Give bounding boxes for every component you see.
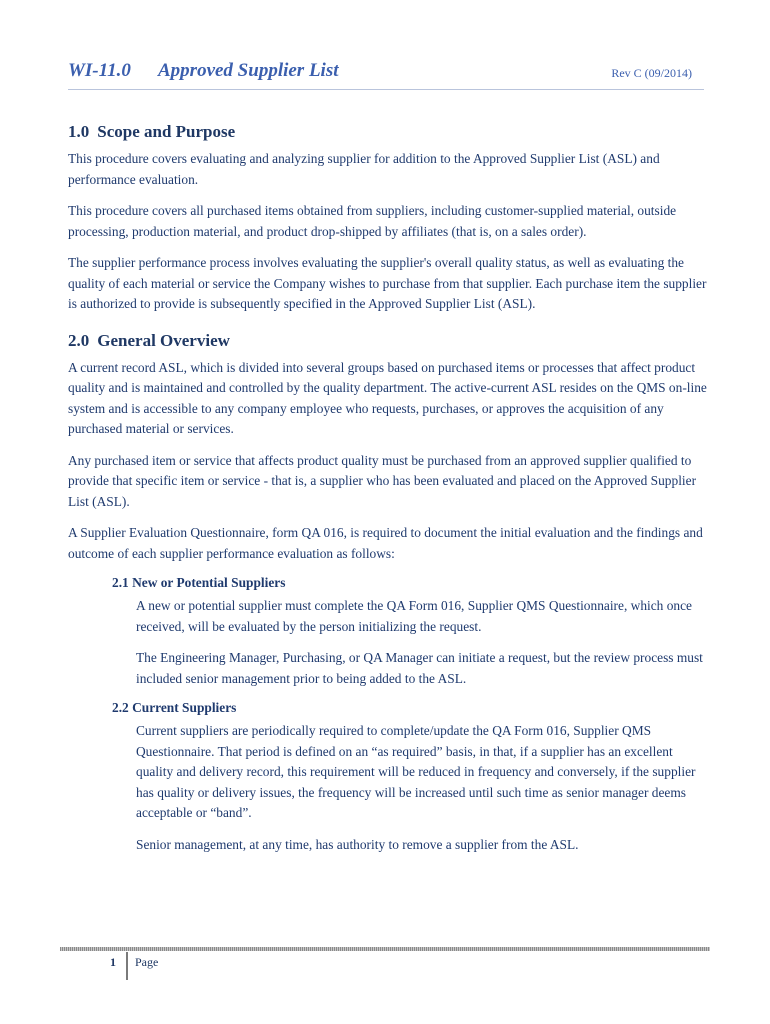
page-label: Page [135,955,159,969]
paragraph: This procedure covers evaluating and analyzing supplier for addition to the Approved Supplier List (ASL) and performance evaluation. [68,151,660,187]
paragraph: Senior management, at any time, has authority to remove a supplier from the ASL. [136,836,579,852]
paragraph: A new or potential supplier must complete the QA Form 016, Supplier QMS Questionnaire, which once received, will be evaluated by the person initializing the request. [136,598,692,634]
subsection-heading: 2.1 New or Potential Suppliers [112,575,286,590]
paragraph: The supplier performance process involves evaluating the supplier's overall quality status, as well as evaluating the quality of each material or service the Company wishes to purchase from that supplier. Each purchase item the supplier is authorized to provide is subsequently specified in the Approved Supplier List (ASL). [68,255,707,311]
section-scope-and-purpose [68,122,708,315]
document-id: WI-11.0 [68,60,131,81]
subsection-heading: 2.2 Current Suppliers [112,700,237,715]
revision-label: Rev C (09/2014) [611,66,692,80]
section-number: 2.0 [68,330,90,350]
section-heading [68,331,708,351]
paragraph: Any purchased item or service that affects product quality must be purchased from an approved supplier qualified to provide that specific item or service - that is, a supplier who has been evaluated and placed on the Approved Supplier List (ASL). [68,452,697,509]
section-number: 1.0 [68,122,90,141]
section-title: Scope and Purpose [97,122,236,141]
footer-separator [126,952,128,980]
page-number: 1 [110,955,116,969]
subsection-current-suppliers [68,700,708,855]
subsection-new-suppliers [68,575,708,689]
paragraph: This procedure covers all purchased items obtained from suppliers, including customer-supplied material, outside processing, production material, and product drop-shipped by affiliates (that is, on a sales order). [68,203,677,239]
paragraph: A current record ASL, which is divided into several groups based on purchased items or processes that affect product quality and is maintained and controlled by the quality department. The active-current ASL resides on the QMS on-line system and is accessible to any company employee who requests, purchases, or approves the acquisition of any purchased material or services. [68,359,707,436]
section-title: General Overview [97,330,230,350]
section-heading [68,122,708,142]
document-body [68,122,708,866]
footer-divider [60,947,710,951]
paragraph: A Supplier Evaluation Questionnaire, form QA 016, is required to document the initial evaluation and the findings and outcome of each supplier performance evaluation as follows: [68,525,703,561]
document-title: Approved Supplier List [158,60,339,81]
page-header [68,58,704,88]
paragraph: The Engineering Manager, Purchasing, or QA Manager can initiate a request, but the review process must included senior management prior to being added to the ASL. [136,650,703,686]
header-divider [68,89,704,90]
paragraph: Current suppliers are periodically required to complete/update the QA Form 016, Supplier QMS Questionnaire. That period is defined on an “as required” basis, in that, if a supplier has an excellent quality and delivery record, this requirement will be reduced in frequency and conversely, if the supplier has quality or delivery issues, the frequency will be increased until such time as senior manager deems acceptable or “band”. [136,723,696,820]
section-general-overview [68,331,708,856]
